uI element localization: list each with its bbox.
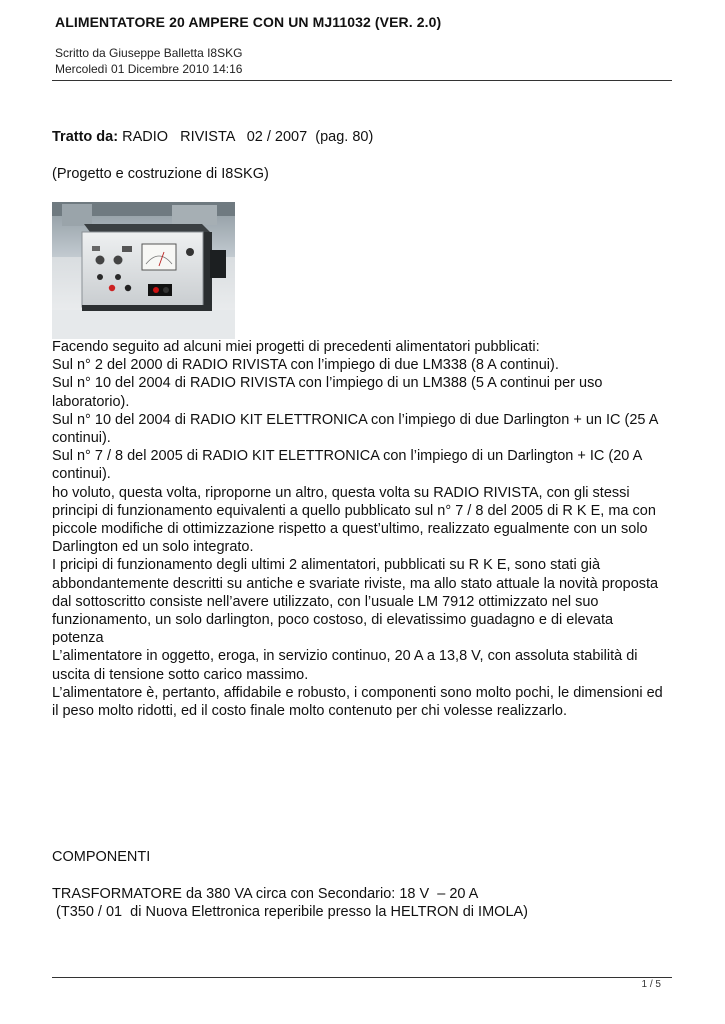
- power-supply-photo-drawing: [52, 202, 235, 339]
- source-line: [52, 129, 373, 145]
- header-meta: [55, 45, 242, 77]
- date-line: Mercoledì 01 Dicembre 2010 14:16: [55, 62, 243, 76]
- header-divider: [52, 80, 672, 81]
- power-supply-photo: [52, 202, 235, 339]
- body-line: Darlington ed un solo integrato.: [52, 539, 254, 556]
- body-line: Sul n° 7 / 8 del 2005 di RADIO KIT ELETTRONICA con l’impiego di un Darlington + IC (20 A: [52, 448, 643, 465]
- body-line: dal sottoscritto consiste nell’avere utilizzato, con l’usuale LM 7912 ottimizzato nel suo: [52, 593, 599, 610]
- body-line: laboratorio).: [52, 393, 130, 410]
- body-line: Sul n° 2 del 2000 di RADIO RIVISTA con l’impiego di due LM338 (8 A continui).: [52, 357, 559, 374]
- body-line: Facendo seguito ad alcuni miei progetti di precedenti alimentatori pubblicati:: [52, 339, 540, 355]
- body-text: [52, 338, 677, 720]
- transformer-spec: [52, 885, 682, 921]
- body-line: Sul n° 10 del 2004 di RADIO RIVISTA con l’impiego di un LM388 (5 A continui per uso: [52, 375, 603, 392]
- project-line: (Progetto e costruzione di I8SKG): [52, 166, 269, 182]
- footer-divider: [52, 977, 672, 978]
- author-line: Scritto da Giuseppe Balletta I8SKG: [55, 46, 243, 60]
- body-line: potenza: [52, 630, 104, 647]
- body-line: uscita di tensione sotto carico massimo.: [52, 666, 309, 683]
- source-value: RADIO RIVISTA 02 / 2007 (pag. 80): [118, 129, 374, 145]
- document-title: ALIMENTATORE 20 AMPERE CON UN MJ11032 (VER. 2.0): [55, 14, 442, 30]
- body-line: abbondantemente descritti su antiche e svariate riviste, ma allo stato attuale la novità proposta: [52, 575, 659, 592]
- body-line: I pricipi di funzionamento degli ultimi 2 alimentatori, pubblicati su R K E, sono stati già: [52, 557, 601, 574]
- transformer-line: TRASFORMATORE da 380 VA circa con Secondario: 18 V – 20 A: [52, 886, 479, 902]
- body-line: il peso molto ridotti, ed il costo finale molto contenuto per chi volesse realizzarlo.: [52, 703, 568, 720]
- body-line: Sul n° 10 del 2004 di RADIO KIT ELETTRONICA con l’impiego di due Darlington + un IC (25 A: [52, 411, 659, 428]
- components-heading: COMPONENTI: [52, 849, 151, 865]
- source-label: Tratto da:: [52, 129, 119, 145]
- body-line: continui).: [52, 430, 111, 447]
- body-line: funzionamento, un solo darlington, poco costoso, di elevatissimo guadagno e di elevata: [52, 612, 614, 629]
- body-line: piccole modifiche di ottimizzazione rispetto a quest’ultimo, realizzato egualmente con un solo: [52, 521, 648, 538]
- page-number: 1 / 5: [641, 979, 661, 990]
- body-line: L’alimentatore in oggetto, eroga, in servizio continuo, 20 A a 13,8 V, con assoluta stabilità di: [52, 648, 638, 665]
- body-line: continui).: [52, 466, 111, 483]
- body-line: principi di funzionamento equivalenti a quello pubblicato sul n° 7 / 8 del 2005 di R K E, ma con: [52, 502, 656, 519]
- body-line: L’alimentatore è, pertanto, affidabile e robusto, i componenti sono molto pochi, le dimensioni ed: [52, 684, 663, 701]
- body-line: ho voluto, questa volta, riproporne un altro, questa volta su RADIO RIVISTA, con gli stessi: [52, 484, 630, 501]
- transformer-line: (T350 / 01 di Nuova Elettronica reperibile presso la HELTRON di IMOLA): [52, 904, 529, 921]
